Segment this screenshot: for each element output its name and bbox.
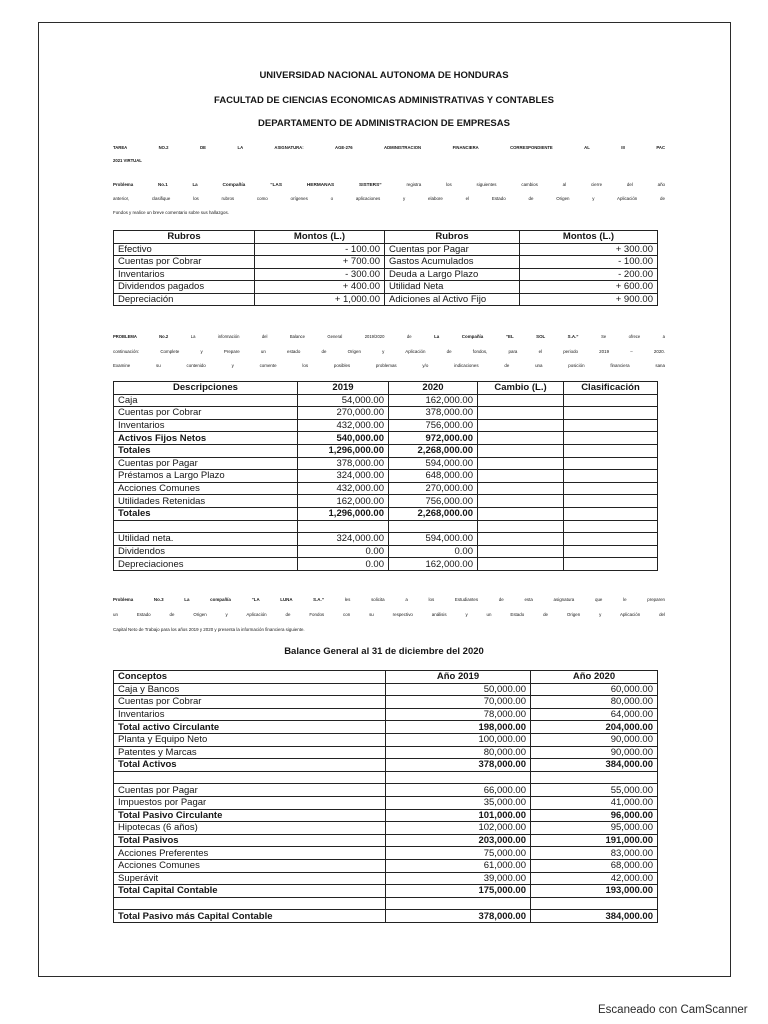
classification-cell [564,457,658,470]
value-2020: 83,000.00 [531,847,658,860]
problem-text: les solicita a los Estudiantes de esta asignatura que le preparen [344,597,666,602]
table-row [114,394,658,407]
description-label [114,520,298,533]
value-2020: 378,000.00 [389,407,478,420]
change-cell [478,444,564,457]
amount-cell: - 300.00 [255,268,385,281]
classification-cell [564,432,658,445]
value-2019: 66,000.00 [386,784,531,797]
concept-label: Planta y Equipo Neto [114,733,386,746]
change-cell [478,558,564,571]
concept-label: Total Pasivo más Capital Contable [114,910,386,923]
value-2019 [386,897,531,910]
column-header: Clasificación [564,382,658,395]
value-2020: 191,000.00 [531,834,658,847]
table-row [114,533,658,546]
column-header: Rubros [385,231,520,244]
table-row [114,822,658,835]
problem-label: Problema No.1 La [113,182,198,187]
table-row [114,683,658,696]
value-2019: 198,000.00 [386,721,531,734]
faculty-name: FACULTAD DE CIENCIAS ECONOMICAS ADMINISTRATIVAS Y CONTABLES [214,95,554,106]
column-header: Montos (L.) [255,231,385,244]
value-2019: 78,000.00 [386,708,531,721]
assignment-title: TAREA NO.2 DE LA ASIGNATURA: AGE-276 ADMINISTRACION FINANCIERA CORRESPONDIENTE AL III PAC [113,145,665,150]
value-2020: 64,000.00 [531,708,658,721]
rubro-label: Cuentas por Cobrar [114,256,255,269]
problem-text: registra los siguientes cambios al cierre del año [406,182,666,187]
table-row [114,419,658,432]
classification-cell [564,533,658,546]
table-row [114,457,658,470]
value-2020: 162,000.00 [389,558,478,571]
value-2019: 432,000.00 [298,482,389,495]
total-row [114,885,658,898]
table-row [114,558,658,571]
change-cell [478,520,564,533]
blank-row [114,520,658,533]
change-cell [478,507,564,520]
description-label: Inventarios [114,419,298,432]
value-2020: 90,000.00 [531,733,658,746]
value-2020: 204,000.00 [531,721,658,734]
rubro-label: Deuda a Largo Plazo [385,268,520,281]
column-header: 2019 [298,382,389,395]
rubro-label: Cuentas por Pagar [385,243,520,256]
concept-label: Cuentas por Cobrar [114,696,386,709]
change-cell [478,545,564,558]
value-2019 [386,771,531,784]
description-label: Préstamos a Largo Plazo [114,470,298,483]
concept-label: Acciones Preferentes [114,847,386,860]
value-2020: 193,000.00 [531,885,658,898]
value-2019: 1,296,000.00 [298,444,389,457]
value-2019: 175,000.00 [386,885,531,898]
problem2-line [113,330,665,343]
company-name: La Compañía “EL SOL S.A.” [434,334,579,339]
value-2019: 35,000.00 [386,796,531,809]
change-cell [478,407,564,420]
blank-row [114,897,658,910]
problem2-table [113,381,658,571]
classification-cell [564,520,658,533]
problem-label: Problema No.3 La compañía “LA LUNA S.A.” [113,597,324,602]
problem1-line: Fondos y realice un breve comentario sobre sus hallazgos. [113,210,229,215]
value-2019: 378,000.00 [386,910,531,923]
value-2019: 1,296,000.00 [298,507,389,520]
concept-label: Acciones Comunes [114,859,386,872]
change-cell [478,457,564,470]
concept-label: Impuestos por Pagar [114,796,386,809]
table-header-row [114,382,658,395]
change-cell [478,533,564,546]
value-2020: 384,000.00 [531,910,658,923]
rubro-label: Dividendos pagados [114,281,255,294]
value-2019: 432,000.00 [298,419,389,432]
amount-cell: + 900.00 [520,293,658,306]
concept-label: Total Pasivo Circulante [114,809,386,822]
value-2020: 756,000.00 [389,495,478,508]
amount-cell: - 200.00 [520,268,658,281]
total-row [114,809,658,822]
concept-label: Patentes y Marcas [114,746,386,759]
value-2019: 39,000.00 [386,872,531,885]
value-2020: 384,000.00 [531,759,658,772]
problem1-line [113,178,665,192]
value-2020: 42,000.00 [531,872,658,885]
change-cell [478,394,564,407]
problem1-table [113,230,658,306]
table-row [114,847,658,860]
total-row [114,834,658,847]
value-2019: 102,000.00 [386,822,531,835]
concept-label: Total Pasivos [114,834,386,847]
classification-cell [564,407,658,420]
value-2019: 0.00 [298,545,389,558]
value-2020: 60,000.00 [531,683,658,696]
value-2019 [298,520,389,533]
change-cell [478,470,564,483]
value-2019: 101,000.00 [386,809,531,822]
value-2019: 203,000.00 [386,834,531,847]
concept-label [114,771,386,784]
total-row [114,507,658,520]
value-2019: 270,000.00 [298,407,389,420]
column-header: Rubros [114,231,255,244]
description-label: Dividendos [114,545,298,558]
concept-label [114,897,386,910]
concept-label: Total Activos [114,759,386,772]
change-cell [478,432,564,445]
description-label: Caja [114,394,298,407]
problem2-line: Examine su contenido y comente los posibles problemas y/o indicaciones de una posición financiera sana [113,363,665,368]
value-2020: 594,000.00 [389,533,478,546]
description-label: Totales [114,507,298,520]
description-label: Cuentas por Pagar [114,457,298,470]
value-2020: 95,000.00 [531,822,658,835]
total-row [114,432,658,445]
value-2019: 324,000.00 [298,470,389,483]
problem-text: La información del Balance General 2019/2020 de [190,334,412,339]
value-2019: 540,000.00 [298,432,389,445]
amount-cell: - 100.00 [255,243,385,256]
column-header: Descripciones [114,382,298,395]
column-header: 2020 [389,382,478,395]
concept-label: Hipotecas (6 años) [114,822,386,835]
description-label: Activos Fijos Netos [114,432,298,445]
table-row [114,696,658,709]
classification-cell [564,507,658,520]
classification-cell [564,394,658,407]
value-2020: 80,000.00 [531,696,658,709]
table-row [114,407,658,420]
description-label: Utilidad neta. [114,533,298,546]
value-2019: 54,000.00 [298,394,389,407]
table-row [114,482,658,495]
table-row [114,746,658,759]
concept-label: Cuentas por Pagar [114,784,386,797]
rubro-label: Utilidad Neta [385,281,520,294]
value-2019: 80,000.00 [386,746,531,759]
value-2019: 75,000.00 [386,847,531,860]
problem3-line [113,593,665,606]
table-row [114,784,658,797]
value-2020: 270,000.00 [389,482,478,495]
amount-cell: + 1,000.00 [255,293,385,306]
column-header: Conceptos [114,671,386,684]
value-2020: 90,000.00 [531,746,658,759]
amount-cell: + 600.00 [520,281,658,294]
table-row [114,796,658,809]
table-header-row [114,231,658,244]
description-label: Acciones Comunes [114,482,298,495]
blank-row [114,771,658,784]
concept-label: Total activo Circulante [114,721,386,734]
value-2020 [531,771,658,784]
value-2020: 972,000.00 [389,432,478,445]
table-row [114,281,658,294]
value-2020 [531,897,658,910]
value-2019: 70,000.00 [386,696,531,709]
value-2020: 756,000.00 [389,419,478,432]
change-cell [478,482,564,495]
table-row [114,733,658,746]
rubro-label: Gastos Acumulados [385,256,520,269]
value-2020: 648,000.00 [389,470,478,483]
concept-label: Caja y Bancos [114,683,386,696]
value-2020: 55,000.00 [531,784,658,797]
classification-cell [564,482,658,495]
description-label: Depreciaciones [114,558,298,571]
column-header: Año 2019 [386,671,531,684]
value-2020: 41,000.00 [531,796,658,809]
table-row [114,470,658,483]
value-2020: 594,000.00 [389,457,478,470]
concept-label: Total Capital Contable [114,885,386,898]
concept-label: Inventarios [114,708,386,721]
change-cell [478,419,564,432]
table-row [114,872,658,885]
column-header: Cambio (L.) [478,382,564,395]
rubro-label: Adiciones al Activo Fijo [385,293,520,306]
amount-cell: + 400.00 [255,281,385,294]
rubro-label: Inventarios [114,268,255,281]
total-row [114,721,658,734]
amount-cell: + 300.00 [520,243,658,256]
change-cell [478,495,564,508]
table-row [114,545,658,558]
value-2019: 162,000.00 [298,495,389,508]
column-header: Año 2020 [531,671,658,684]
assignment-title-cont: 2021 VIRTUAL [113,158,142,163]
amount-cell: + 700.00 [255,256,385,269]
classification-cell [564,419,658,432]
total-row [114,910,658,923]
rubro-label: Efectivo [114,243,255,256]
table-title: Balance General al 31 de diciembre del 2020 [284,646,484,657]
amount-cell: - 100.00 [520,256,658,269]
classification-cell [564,444,658,457]
classification-cell [564,495,658,508]
table-header-row [114,671,658,684]
classification-cell [564,545,658,558]
problem1-line: anterior, clasifique los rubros como orígenes o aplicaciones y elabore el Estado de Origen y Aplicación de [113,196,665,201]
total-row [114,444,658,457]
value-2019: 378,000.00 [298,457,389,470]
table-row [114,708,658,721]
classification-cell [564,558,658,571]
value-2019: 324,000.00 [298,533,389,546]
company-name: Compañía “LAS HERMANAS SISTERS” [222,183,382,188]
value-2020: 96,000.00 [531,809,658,822]
column-header: Montos (L.) [520,231,658,244]
rubro-label: Depreciación [114,293,255,306]
balance-sheet-table [113,670,658,923]
table-row [114,293,658,306]
table-row [114,495,658,508]
problem-label: PROBLEMA No.2 [113,334,169,339]
table-row [114,268,658,281]
value-2020: 2,268,000.00 [389,444,478,457]
concept-label: Superávit [114,872,386,885]
description-label: Cuentas por Cobrar [114,407,298,420]
problem3-line: Capital Neto de Trabajo para los años 2019 y 2020 y presenta la información financiera siguiente. [113,627,305,632]
value-2020: 0.00 [389,545,478,558]
value-2020: 162,000.00 [389,394,478,407]
value-2020: 68,000.00 [531,859,658,872]
problem3-line: un Estado de Origen y Aplicación de Fondos con su respectivo análisis y un Estado de Origen y Aplicación del [113,612,665,617]
value-2019: 0.00 [298,558,389,571]
description-label: Totales [114,444,298,457]
table-row [114,859,658,872]
university-name: UNIVERSIDAD NACIONAL AUTONOMA DE HONDURAS [259,70,509,81]
problem2-line: continuación: Complete y Prepare un estado de Origen y Aplicación de fondos, para el periodo 2019 – 2020. [113,349,665,354]
description-label: Utilidades Retenidas [114,495,298,508]
total-row [114,759,658,772]
value-2019: 100,000.00 [386,733,531,746]
value-2019: 61,000.00 [386,859,531,872]
value-2020 [389,520,478,533]
value-2019: 50,000.00 [386,683,531,696]
scanner-watermark: Escaneado con CamScanner [598,1004,748,1016]
value-2020: 2,268,000.00 [389,507,478,520]
value-2019: 378,000.00 [386,759,531,772]
problem-text: Se ofrece a [601,334,665,339]
classification-cell [564,470,658,483]
table-row [114,243,658,256]
table-row [114,256,658,269]
department-name: DEPARTAMENTO DE ADMINISTRACION DE EMPRESAS [258,118,510,129]
